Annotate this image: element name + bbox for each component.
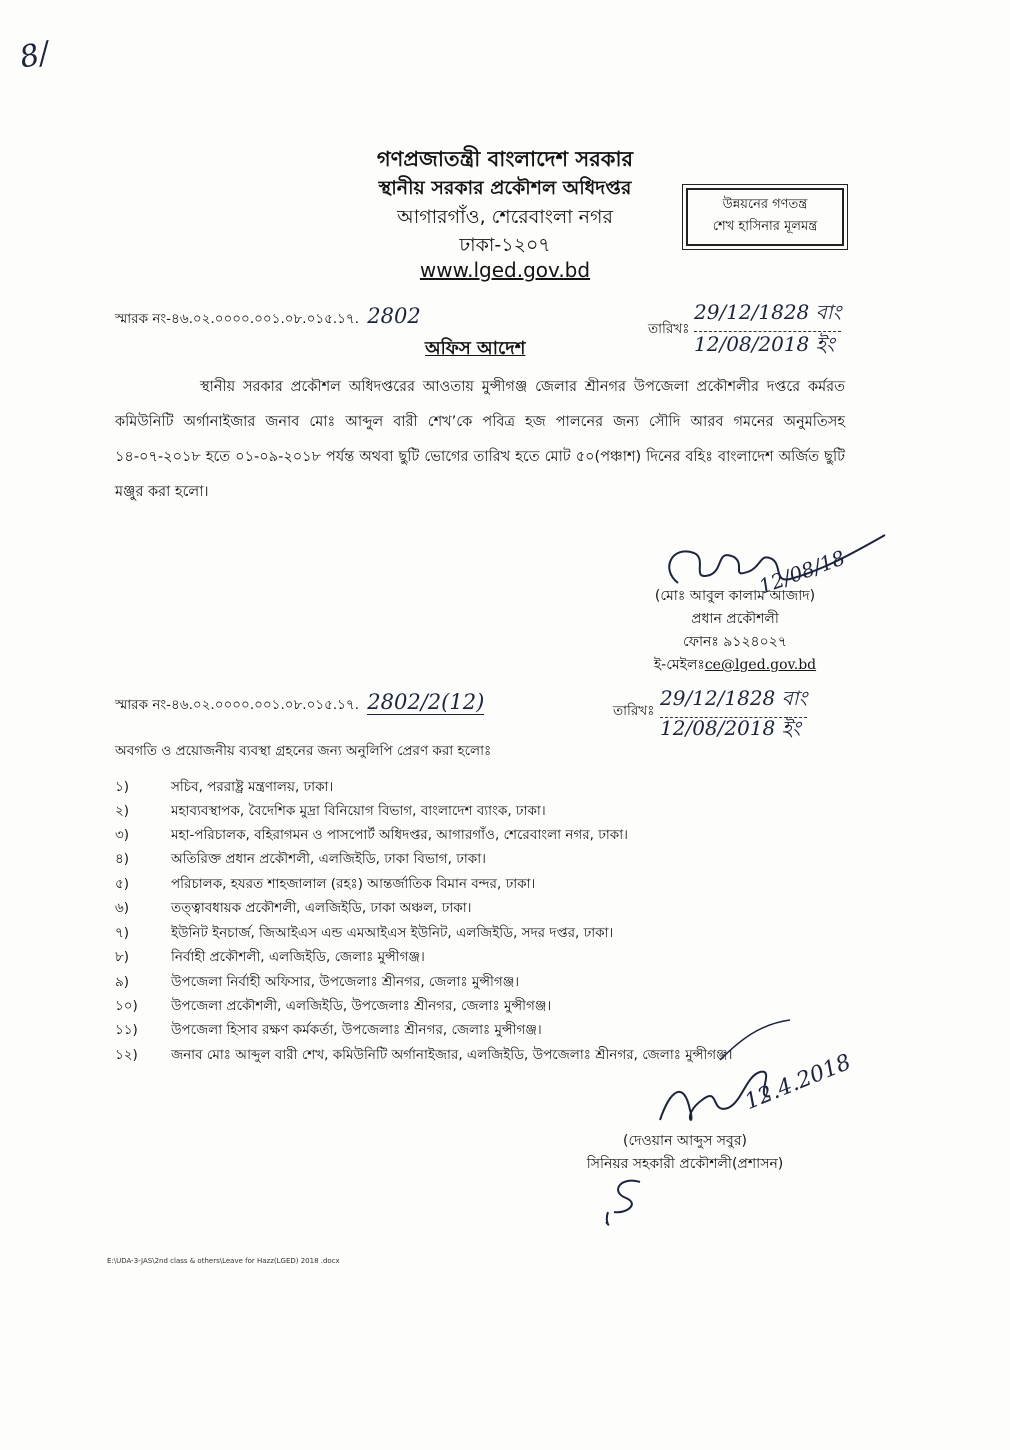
recipient-item [115, 1019, 542, 1043]
recipient-number: ৫) [115, 876, 130, 892]
recipient-number: ১০) [115, 998, 138, 1014]
motto-line-2: শেখ হাসিনার মূলমন্ত্র [712, 219, 818, 234]
recipient-item [115, 946, 425, 970]
recipient-number: ৪) [115, 851, 130, 867]
copy-memo-number [115, 690, 484, 717]
recipient-text: পরিচালক, হযরত শাহজালাল (রহঃ) আন্তর্জাতিক বিমান বন্দর, ঢাকা। [171, 876, 536, 892]
recipient-text: তত্ত্বাবধায়ক প্রকৌশলী, এলজিইডি, ঢাকা অঞ্চল, ঢাকা। [171, 900, 472, 916]
signatory-1-name: (মোঃ আবুল কালাম আজাদ) [654, 588, 816, 604]
recipient-item [115, 897, 472, 921]
copy-memo-handwritten: 2802/2(12) [367, 690, 485, 714]
date-label: তারিখঃ [648, 321, 690, 337]
recipient-item [115, 776, 333, 800]
recipient-text: মহা-পরিচালক, বহিরাগমন ও পাসপোর্ট অধিদপ্তর, আগারগাঁও, শেরেবাংলা নগর, ঢাকা। [171, 827, 628, 843]
email-label: ই-মেইলঃ [653, 657, 705, 673]
copy-date-english: 12/08/2018 ইং [660, 716, 801, 740]
date-bangla: 29/12/1828 বাং [694, 298, 841, 332]
file-path-footer: E:\UDA-3-JAS\2nd class & others\Leave for Hazz(LGED) 2018 .docx [107, 1257, 340, 1265]
signatory-2-designation: সিনিয়র সহকারী প্রকৌশলী(প্রশাসন) [586, 1156, 784, 1172]
department-name: স্থানীয় সরকার প্রকৌশল অধিদপ্তর [378, 177, 632, 199]
government-name: গণপ্রজাতন্ত্রী বাংলাদেশ সরকার [376, 147, 634, 171]
recipient-item [115, 971, 519, 995]
recipient-number: ১) [115, 779, 130, 795]
city-postcode: ঢাকা-১২০৭ [459, 234, 551, 256]
signatory-2-name: (দেওয়ান আব্দুস সবুর) [623, 1133, 747, 1149]
recipient-text: উপজেলা হিসাব রক্ষণ কর্মকর্তা, উপজেলাঃ শ্রীনগর, জেলাঃ মুন্সীগঞ্জ। [171, 1022, 542, 1038]
recipient-text: জনাব মোঃ আব্দুল বারী শেখ, কমিউনিটি অর্গানাইজার, এলজিইডি, উপজেলাঃ শ্রীনগর, জেলাঃ মুন্সীগঞ্জ। [171, 1047, 733, 1063]
recipient-item [115, 873, 535, 897]
signatory-1-email-row [615, 654, 855, 677]
corner-mark: 8/ [16, 35, 53, 76]
order-title: অফিস আদেশ [425, 338, 526, 359]
recipient-text: সচিব, পররাষ্ট্র মন্ত্রণালয়, ঢাকা। [171, 779, 334, 795]
order-body [115, 370, 845, 510]
signature-1-date: 12/08/18 [755, 545, 849, 599]
recipient-text: মহাব্যবস্থাপক, বৈদেশিক মুদ্রা বিনিয়োগ বিভাগ, বাংলাদেশ ব্যাংক, ঢাকা। [171, 803, 546, 819]
copy-intro: অবগতি ও প্রয়োজনীয় ব্যবস্থা গ্রহনের জন্য অনুলিপি প্রেরণ করা হলোঃ [115, 743, 492, 759]
recipient-text: অতিরিক্ত প্রধান প্রকৌশলী, এলজিইডি, ঢাকা বিভাগ, ঢাকা। [171, 851, 486, 867]
recipient-number: ৭) [115, 925, 130, 941]
recipient-text: ইউনিট ইনচার্জ, জিআইএস এন্ড এমআইএস ইউনিট, এলজিইডি, সদর দপ্তর, ঢাকা। [171, 925, 614, 941]
signatory-2-block [560, 1130, 810, 1176]
recipient-item [115, 824, 628, 848]
copy-memo-prefix: স্মারক নং-৪৬.০২.০০০০.০০১.০৮.০১৫.১৭. [115, 697, 359, 713]
signature-2-date: 12.4.2018 [741, 1049, 855, 1116]
recipient-number: ৮) [115, 949, 130, 965]
motto-box [686, 188, 844, 246]
memo-handwritten: 2802 [367, 304, 421, 328]
recipient-item [115, 800, 546, 824]
recipient-text: নির্বাহী প্রকৌশলী, এলজিইডি, জেলাঃ মুন্সীগঞ্জ। [171, 949, 425, 965]
copy-date-label: তারিখঃ [613, 703, 655, 719]
recipient-number: ৬) [115, 900, 130, 916]
signatory-1-designation: প্রধান প্রকৌশলী [691, 611, 779, 627]
recipient-item [115, 922, 613, 946]
initial-mark [600, 1172, 660, 1232]
recipient-number: ১১) [115, 1022, 138, 1038]
motto-line-1: উন্নয়নের গণতন্ত্র [722, 197, 808, 212]
signatory-1-phone: ফোনঃ ৯১২৪০২৭ [683, 634, 787, 650]
memo-prefix: স্মারক নং-৪৬.০২.০০০০.০০১.০৮.০১৫.১৭. [115, 311, 359, 327]
email-link[interactable]: ce@lged.gov.bd [704, 657, 817, 673]
recipient-item [115, 848, 486, 872]
memo-number [115, 304, 421, 331]
date-english: 12/08/2018 ইং [694, 332, 835, 356]
order-body-text: স্থানীয় সরকার প্রকৌশল অধিদপ্তরের আওতায় মুন্সীগঞ্জ জেলার শ্রীনগর উপজেলা প্রকৌশলীর দপ্তরে কর্মরত কমিউনিটি অর্গানাইজার জনাব মোঃ আব্দুল বারী শেখ’কে পবিত্র হজ পালনের জন্য সৌদি আরব গমনের অনুমতিসহ ১৪-০৭-২০১৮ হতে ০১-০৯-২০১৮ পর্যন্ত অথবা ছুটি ভোগের তারিখ হতে মোট ৫০(পঞ্চাশ) দিনের বহিঃ বাংলাদেশ অর্জিত ছুটি মঞ্জুর করা হলো। [115, 379, 845, 500]
recipient-number: ২) [115, 803, 130, 819]
address-line: আগারগাঁও, শেরেবাংলা নগর [397, 206, 613, 228]
copy-date-bangla: 29/12/1828 বাং [660, 684, 807, 718]
recipient-number: ১২) [115, 1047, 138, 1063]
recipient-item [115, 1044, 732, 1068]
recipient-text: উপজেলা নির্বাহী অফিসার, উপজেলাঃ শ্রীনগর, জেলাঃ মুন্সীগঞ্জ। [171, 974, 520, 990]
recipient-text: উপজেলা প্রকৌশলী, এলজিইডি, উপজেলাঃ শ্রীনগর, জেলাঃ মুন্সীগঞ্জ। [171, 998, 552, 1014]
recipient-item [115, 995, 551, 1019]
signatory-1-block [615, 585, 855, 677]
recipient-number: ৯) [115, 974, 130, 990]
website-link[interactable]: www.lged.gov.bd [419, 258, 591, 282]
recipient-number: ৩) [115, 827, 130, 843]
